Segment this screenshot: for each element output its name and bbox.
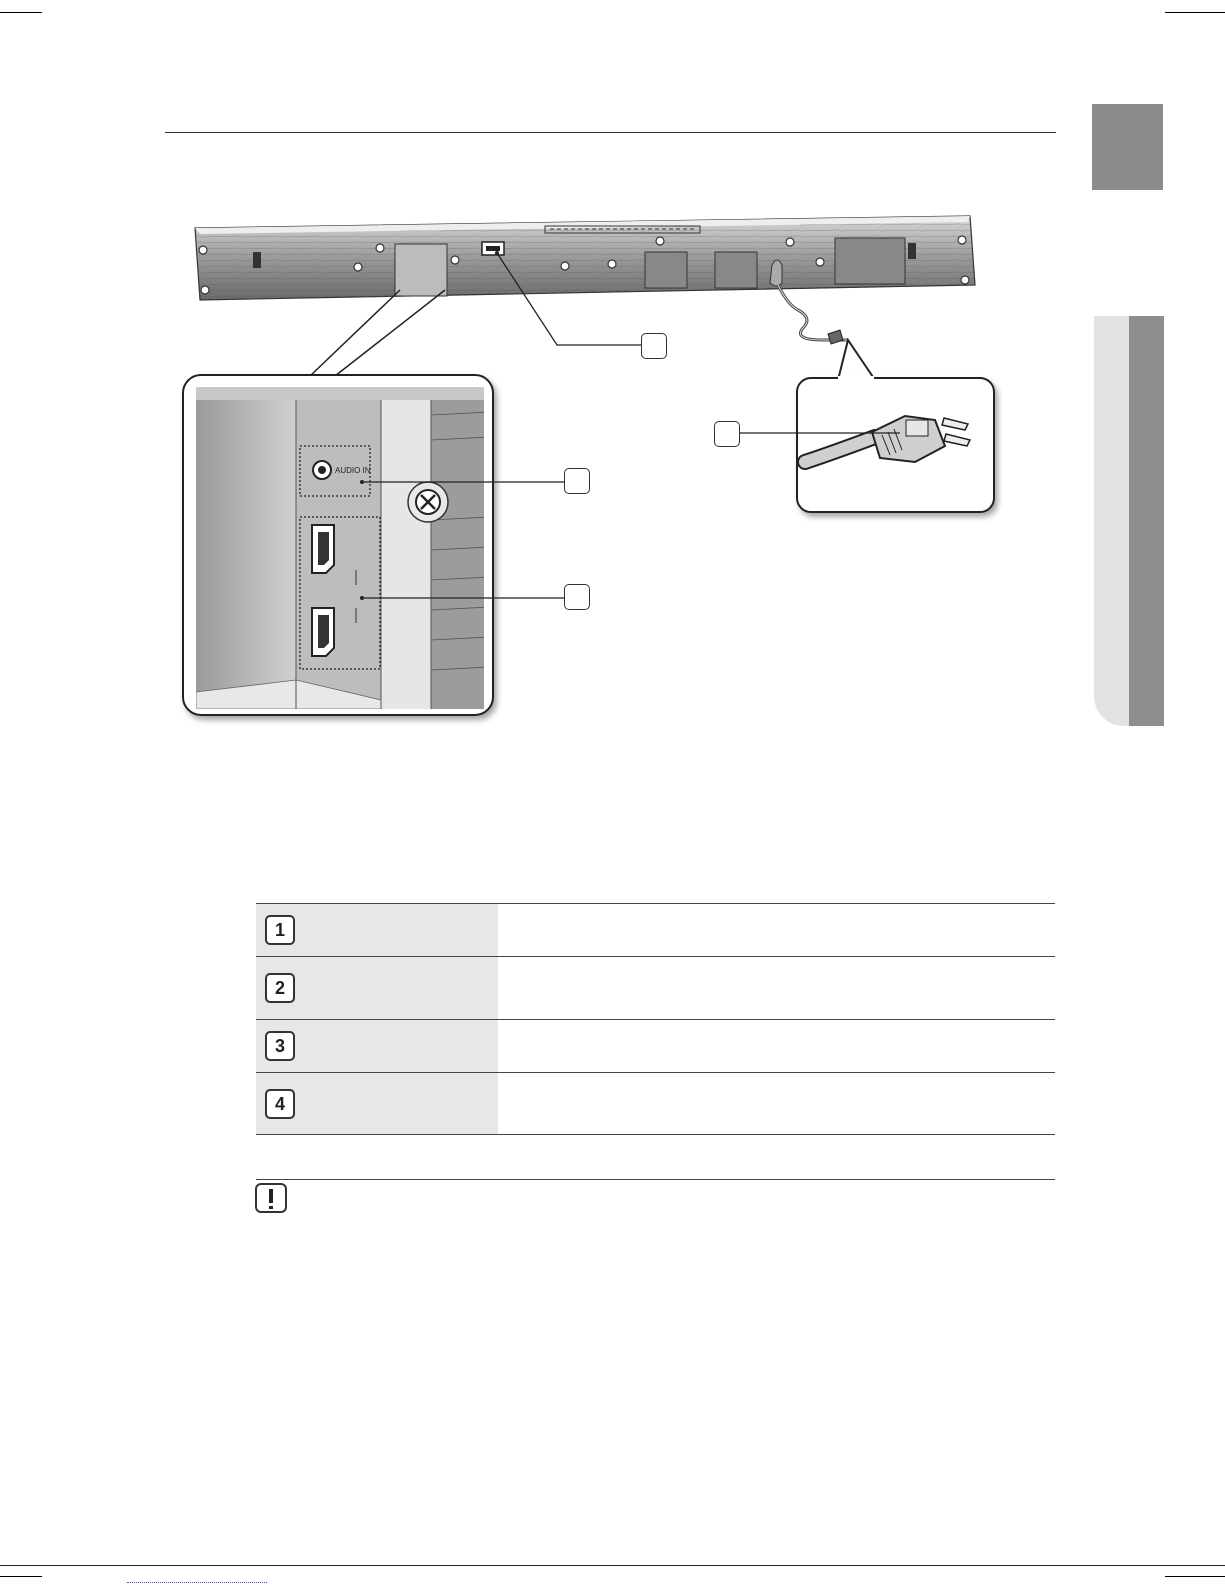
row-number-4: 4 bbox=[265, 1089, 295, 1119]
table-row bbox=[256, 1020, 1055, 1073]
row-description bbox=[498, 1073, 1055, 1135]
soundbar-rear-illustration bbox=[0, 0, 1225, 760]
row-number-3: 3 bbox=[265, 1031, 295, 1061]
callout-box-3 bbox=[564, 584, 590, 610]
row-number-2: 2 bbox=[265, 973, 295, 1003]
audio-in-label: AUDIO IN bbox=[335, 466, 371, 475]
table-row bbox=[256, 904, 1055, 957]
note-rule bbox=[256, 1179, 1055, 1180]
row-description bbox=[498, 957, 1055, 1020]
callout-box-1 bbox=[641, 333, 667, 359]
caution-icon bbox=[255, 1183, 287, 1213]
row-description bbox=[498, 1020, 1055, 1073]
crop-mark-bottom-left bbox=[0, 1576, 42, 1577]
footer-link-underline bbox=[127, 1582, 267, 1584]
soundbar-body bbox=[195, 216, 975, 344]
callout-box-4 bbox=[714, 421, 740, 447]
table-row bbox=[256, 957, 1055, 1020]
footer-rule bbox=[0, 1565, 1225, 1566]
crop-mark-bottom-right bbox=[1165, 1576, 1225, 1577]
row-description bbox=[498, 904, 1055, 957]
connector-table bbox=[256, 903, 1055, 1135]
table-row bbox=[256, 1073, 1055, 1135]
callout-box-2 bbox=[564, 468, 590, 494]
row-number-1: 1 bbox=[265, 915, 295, 945]
